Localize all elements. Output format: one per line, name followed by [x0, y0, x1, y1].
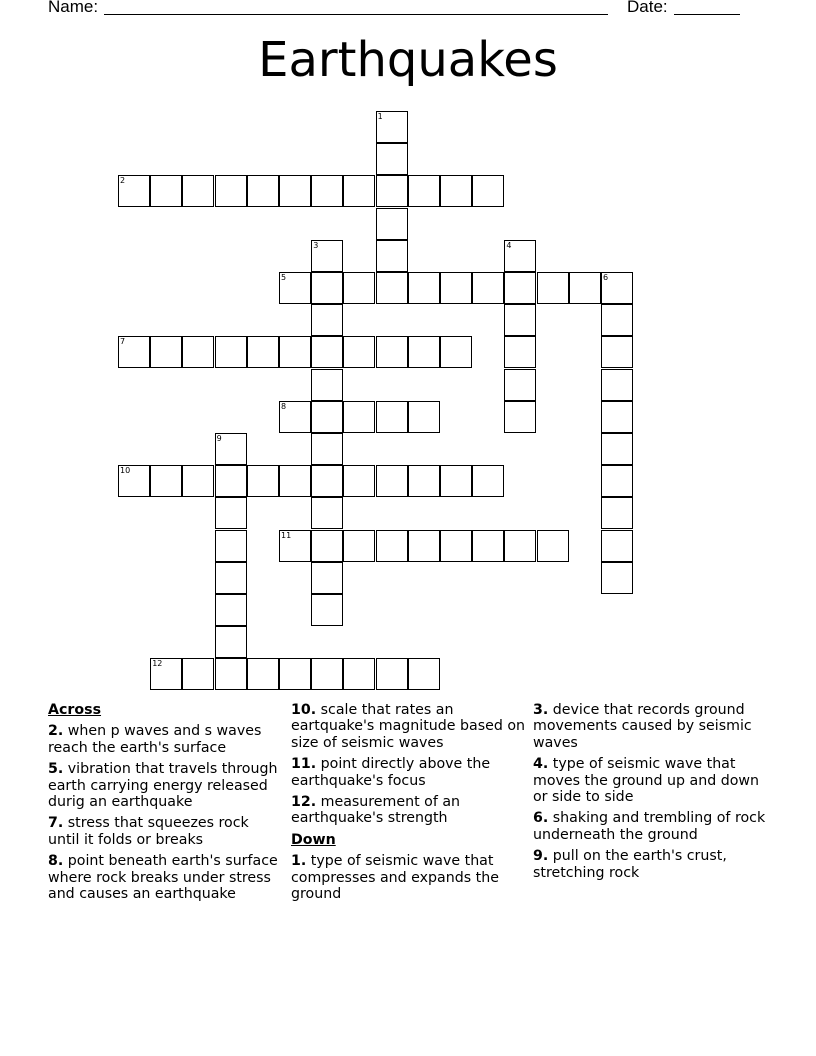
- grid-cell[interactable]: [504, 369, 536, 401]
- grid-cell[interactable]: [150, 658, 182, 690]
- grid-cell[interactable]: [311, 497, 343, 529]
- clue-text: pull on the earth's crust, stretching rock: [533, 848, 727, 881]
- header: [48, 0, 768, 21]
- grid-cell[interactable]: [408, 465, 440, 497]
- clue-item: [48, 853, 283, 902]
- grid-cell[interactable]: [279, 336, 311, 368]
- grid-cell[interactable]: [311, 175, 343, 207]
- clue-number: 2.: [48, 723, 64, 740]
- grid-cell[interactable]: [311, 433, 343, 465]
- clue-number: 1.: [291, 853, 307, 870]
- grid-cell[interactable]: [343, 658, 375, 690]
- puzzle-title: Earthquakes: [258, 32, 558, 88]
- grid-cell[interactable]: [472, 175, 504, 207]
- grid-cell[interactable]: [376, 240, 408, 272]
- grid-cell[interactable]: [376, 465, 408, 497]
- cell-number: 10: [120, 466, 131, 476]
- clue-item: [48, 815, 283, 848]
- grid-cell[interactable]: [311, 562, 343, 594]
- grid-cell[interactable]: [343, 465, 375, 497]
- grid-cell[interactable]: [601, 497, 633, 529]
- cell-number: 5: [281, 273, 287, 282]
- grid-cell[interactable]: [343, 401, 375, 433]
- grid-cell[interactable]: [311, 240, 343, 272]
- grid-cell[interactable]: [279, 530, 311, 562]
- grid-cell[interactable]: [504, 530, 536, 562]
- date-line: [674, 14, 740, 15]
- grid-cell[interactable]: [601, 530, 633, 562]
- grid-cell[interactable]: [150, 336, 182, 368]
- grid-cell[interactable]: [118, 175, 150, 207]
- grid-cell[interactable]: [311, 272, 343, 304]
- clues-column-2: [291, 702, 526, 907]
- grid-cell[interactable]: [504, 401, 536, 433]
- grid-cell[interactable]: [440, 465, 472, 497]
- clue-number: 5.: [48, 761, 64, 778]
- grid-cell[interactable]: [376, 336, 408, 368]
- clue-item: [533, 810, 768, 843]
- grid-cell[interactable]: [215, 562, 247, 594]
- cell-number: 7: [120, 337, 126, 347]
- grid-cell[interactable]: [408, 401, 440, 433]
- grid-cell[interactable]: [569, 272, 601, 304]
- grid-cell[interactable]: [182, 336, 214, 368]
- grid-cell[interactable]: [311, 369, 343, 401]
- clue-number: 3.: [533, 702, 549, 718]
- grid-cell[interactable]: [311, 465, 343, 497]
- grid-cell[interactable]: [215, 465, 247, 497]
- across-heading: Across: [48, 702, 102, 718]
- grid-cell[interactable]: [118, 336, 150, 368]
- grid-cell[interactable]: [215, 530, 247, 562]
- grid-cell[interactable]: [537, 272, 569, 304]
- grid-cell[interactable]: [311, 401, 343, 433]
- grid-cell[interactable]: [311, 304, 343, 336]
- clues-column-3: [533, 702, 768, 886]
- grid-cell[interactable]: [215, 175, 247, 207]
- cell-number: 3: [313, 240, 319, 250]
- clue-text: measurement of an earthquake's strength: [291, 794, 461, 827]
- clue-text: device that records ground movements caused by seismic waves: [533, 702, 752, 751]
- grid-cell[interactable]: [343, 175, 375, 207]
- clue-text: when p waves and s waves reach the earth's surface: [48, 723, 262, 756]
- grid-cell[interactable]: [601, 433, 633, 465]
- clue-item: [533, 848, 768, 881]
- cell-number: 12: [152, 659, 163, 669]
- grid-cell[interactable]: [215, 336, 247, 368]
- grid-cell[interactable]: [311, 594, 343, 626]
- cell-number: 2: [120, 176, 126, 186]
- cell-number: 11: [281, 530, 292, 540]
- grid-cell[interactable]: [601, 369, 633, 401]
- clue-item: [533, 702, 768, 751]
- grid-cell[interactable]: [601, 272, 633, 304]
- clue-item: [291, 702, 526, 751]
- grid-cell[interactable]: [215, 626, 247, 658]
- clue-item: [291, 794, 526, 827]
- grid-cell[interactable]: [247, 336, 279, 368]
- grid-cell[interactable]: [279, 272, 311, 304]
- grid-cell[interactable]: [376, 272, 408, 304]
- clue-text: point directly above the earthquake's focus: [291, 756, 491, 789]
- grid-cell[interactable]: [601, 401, 633, 433]
- grid-cell[interactable]: [601, 304, 633, 336]
- grid-cell[interactable]: [150, 465, 182, 497]
- cell-number: 4: [506, 240, 512, 250]
- grid-cell[interactable]: [440, 336, 472, 368]
- clue-number: 7.: [48, 815, 64, 832]
- grid-cell[interactable]: [376, 208, 408, 240]
- grid-cell[interactable]: [408, 336, 440, 368]
- grid-cell[interactable]: [311, 530, 343, 562]
- clue-text: scale that rates an eartquake's magnitude based on size of seismic waves: [291, 702, 526, 751]
- grid-cell[interactable]: [408, 658, 440, 690]
- clue-item: [48, 723, 283, 756]
- grid-cell[interactable]: [150, 175, 182, 207]
- grid-cell[interactable]: [343, 336, 375, 368]
- grid-cell[interactable]: [376, 111, 408, 143]
- clue-number: 11.: [291, 756, 317, 773]
- grid-cell[interactable]: [601, 336, 633, 368]
- date-label: Date:: [627, 0, 668, 16]
- grid-cell[interactable]: [504, 336, 536, 368]
- cell-number: 1: [377, 112, 383, 121]
- grid-cell[interactable]: [182, 175, 214, 207]
- grid-cell[interactable]: [376, 175, 408, 207]
- grid-cell[interactable]: [247, 658, 279, 690]
- clue-number: 6.: [533, 810, 549, 827]
- grid-cell[interactable]: [279, 175, 311, 207]
- grid-cell[interactable]: [247, 175, 279, 207]
- grid-cell[interactable]: [279, 465, 311, 497]
- grid-cell[interactable]: [408, 530, 440, 562]
- grid-cell[interactable]: [440, 272, 472, 304]
- grid-cell[interactable]: [376, 530, 408, 562]
- grid-cell[interactable]: [601, 562, 633, 594]
- grid-cell[interactable]: [504, 240, 536, 272]
- grid-cell[interactable]: [472, 530, 504, 562]
- grid-cell[interactable]: [601, 465, 633, 497]
- down-heading: Down: [291, 831, 336, 848]
- grid-cell[interactable]: [343, 530, 375, 562]
- grid-cell[interactable]: [311, 658, 343, 690]
- grid-cell[interactable]: [182, 465, 214, 497]
- clue-item: [291, 853, 526, 902]
- grid-cell[interactable]: [504, 304, 536, 336]
- grid-cell[interactable]: [472, 465, 504, 497]
- grid-cell[interactable]: [408, 272, 440, 304]
- grid-cell[interactable]: [215, 433, 247, 465]
- clue-text: type of seismic wave that compresses and expands the ground: [291, 853, 499, 903]
- clue-text: type of seismic wave that moves the ground up and down or side to side: [533, 756, 760, 806]
- clue-item: [48, 761, 283, 810]
- grid-cell[interactable]: [247, 465, 279, 497]
- grid-cell[interactable]: [279, 401, 311, 433]
- grid-cell[interactable]: [472, 272, 504, 304]
- grid-cell[interactable]: [215, 658, 247, 690]
- clue-number: 12.: [291, 794, 317, 811]
- clue-number: 4.: [533, 756, 549, 773]
- grid-cell[interactable]: [440, 175, 472, 207]
- grid-cell[interactable]: [118, 465, 150, 497]
- clue-item: [291, 756, 526, 789]
- clue-text: shaking and trembling of rock underneath the ground: [533, 810, 766, 843]
- clue-number: 10.: [291, 702, 317, 718]
- grid-cell[interactable]: [504, 272, 536, 304]
- grid-cell[interactable]: [408, 175, 440, 207]
- grid-cell[interactable]: [537, 530, 569, 562]
- clue-text: vibration that travels through earth carrying energy released durig an earthquake: [48, 761, 278, 811]
- clue-item: [533, 756, 768, 805]
- name-line: [104, 14, 608, 15]
- name-label: Name:: [48, 0, 99, 16]
- grid-cell[interactable]: [215, 594, 247, 626]
- cell-number: 8: [281, 401, 287, 411]
- grid-cell[interactable]: [182, 658, 214, 690]
- grid-cell[interactable]: [215, 497, 247, 529]
- cell-number: 6: [603, 273, 609, 282]
- cell-number: 9: [216, 434, 222, 443]
- grid-cell[interactable]: [279, 658, 311, 690]
- clue-number: 9.: [533, 848, 549, 865]
- grid-cell[interactable]: [376, 143, 408, 175]
- clues-column-1: [48, 702, 283, 907]
- grid-cell[interactable]: [343, 272, 375, 304]
- clue-number: 8.: [48, 853, 64, 870]
- grid-cell[interactable]: [311, 336, 343, 368]
- grid-cell[interactable]: [376, 401, 408, 433]
- clue-text: point beneath earth's surface where rock breaks under stress and causes an earthquake: [48, 853, 278, 903]
- grid-cell[interactable]: [440, 530, 472, 562]
- clue-text: stress that squeezes rock until it folds or breaks: [48, 815, 249, 848]
- grid-cell[interactable]: [376, 658, 408, 690]
